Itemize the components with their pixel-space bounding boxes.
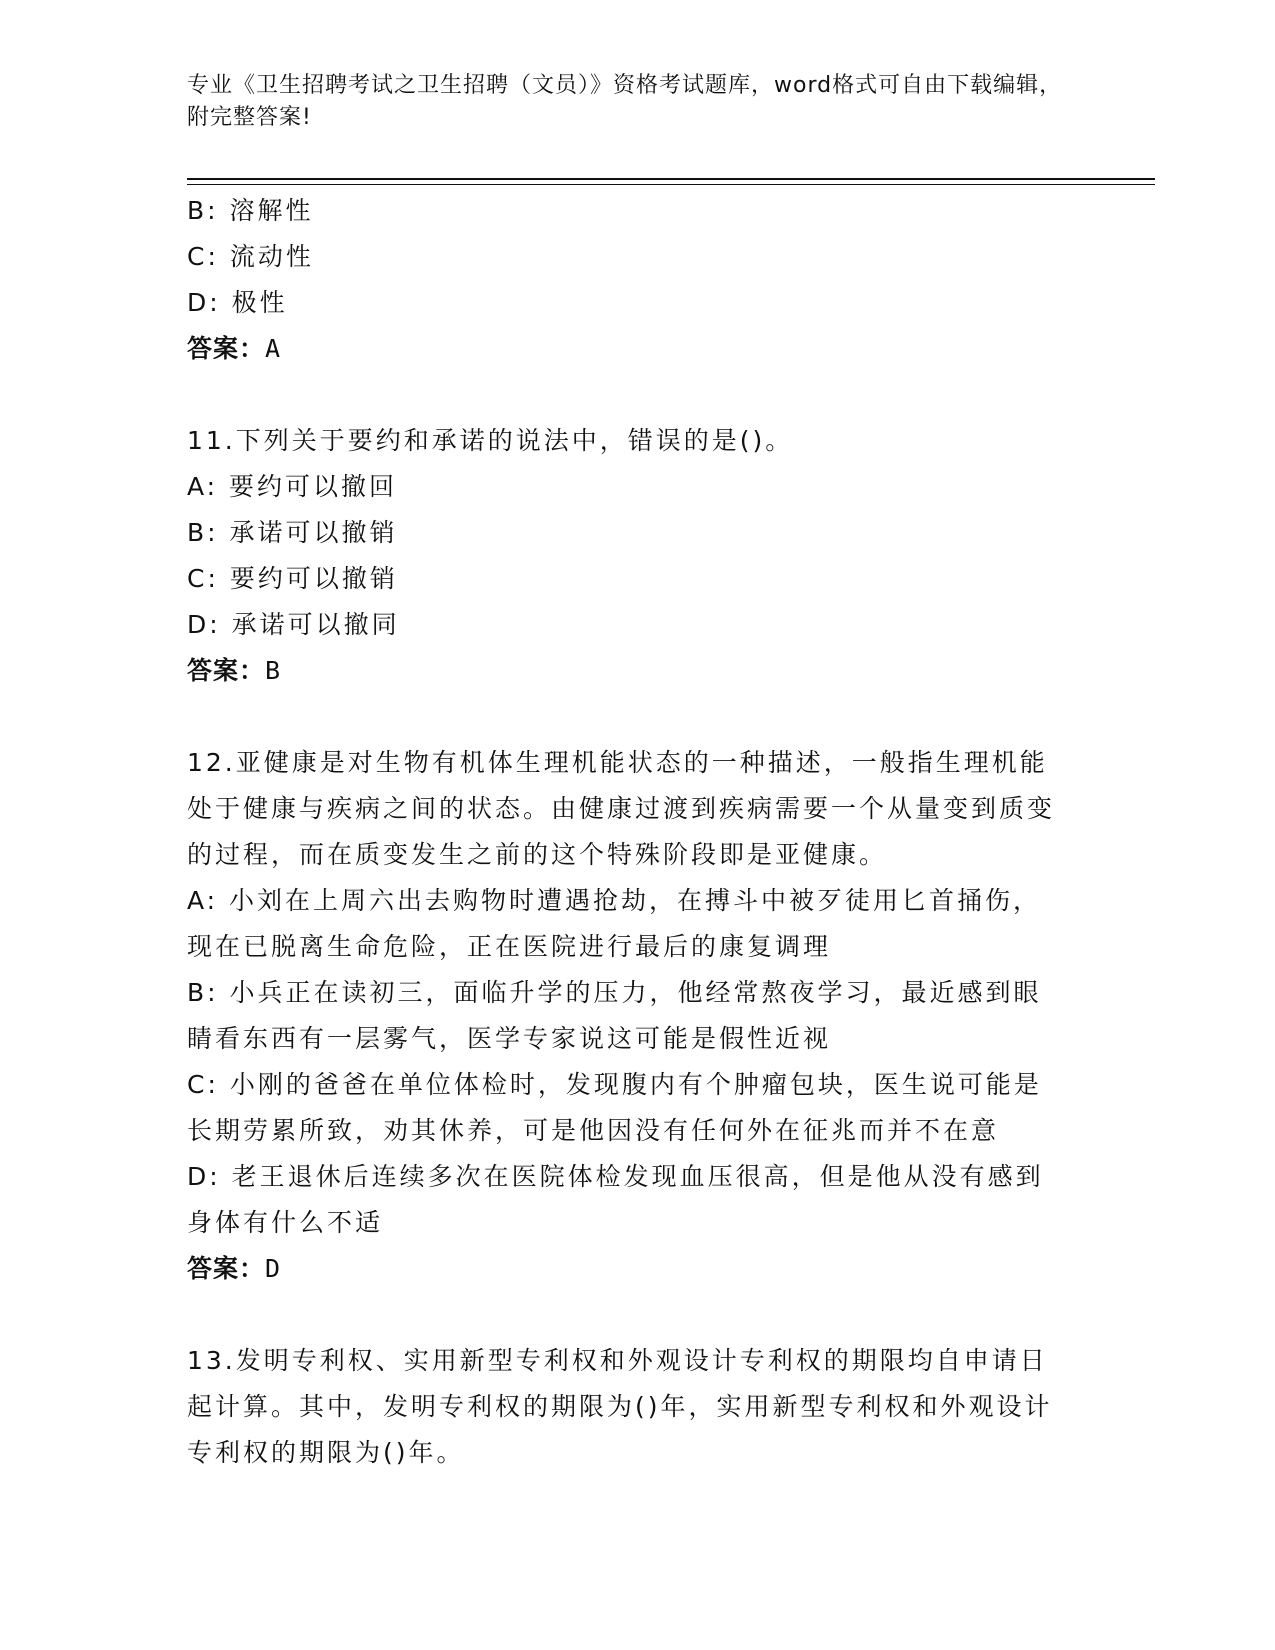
question-stem: 11.下列关于要约和承诺的说法中，错误的是()。 — [187, 426, 794, 455]
header-divider — [187, 178, 1155, 185]
answer-value: B — [265, 656, 282, 685]
answer-line — [187, 648, 1087, 694]
document-page — [187, 70, 1147, 1467]
option-b: B: 溶解性 — [187, 196, 314, 225]
option-b: B: 小兵正在读初三，面临升学的压力，他经常熬夜学习，最近感到眼睛看东西有一层雾气，医学专家说这可能是假性近视 — [187, 978, 1042, 1053]
answer-value: A — [265, 334, 282, 363]
option-a: A: 要约可以撤回 — [187, 472, 398, 501]
option-c: C: 流动性 — [187, 242, 314, 271]
question-12 — [187, 740, 1087, 1292]
option-b: B: 承诺可以撤销 — [187, 518, 398, 547]
answer-line — [187, 326, 1087, 372]
question-11 — [187, 418, 1087, 694]
answer-label: 答案： — [187, 656, 266, 685]
option-a: A: 小刘在上周六出去购物时遭遇抢劫，在搏斗中被歹徒用匕首捅伤，现在已脱离生命危险，正在医院进行最后的康复调理 — [187, 886, 1042, 961]
question-stem: 12.亚健康是对生物有机体生理机能状态的一种描述，一般指生理机能处于健康与疾病之间的状态。由健康过渡到疾病需要一个从量变到质变的过程，而在质变发生之前的这个特殊阶段即是亚健康。 — [187, 748, 1056, 869]
previous-question-tail — [187, 188, 1087, 372]
option-c: C: 小刚的爸爸在单位体检时，发现腹内有个肿瘤包块，医生说可能是长期劳累所致，劝其休养，可是他因没有任何外在征兆而并不在意 — [187, 1070, 1042, 1145]
option-d: D: 老王退休后连续多次在医院体检发现血压很高，但是他从没有感到身体有什么不适 — [187, 1162, 1044, 1237]
answer-line — [187, 1246, 1087, 1292]
answer-label: 答案： — [187, 334, 266, 363]
document-body — [187, 188, 1087, 1476]
option-d: D: 承诺可以撤同 — [187, 610, 400, 639]
document-header: 专业《卫生招聘考试之卫生招聘（文员）》资格考试题库，word格式可自由下载编辑，附完整答案! — [187, 73, 1063, 130]
option-c: C: 要约可以撤销 — [187, 564, 398, 593]
question-13 — [187, 1338, 1087, 1476]
answer-label: 答案： — [187, 1254, 266, 1283]
answer-value: D — [265, 1254, 282, 1283]
option-d: D: 极性 — [187, 288, 288, 317]
question-stem: 13.发明专利权、实用新型专利权和外观设计专利权的期限均自申请日起计算。其中，发明专利权的期限为()年，实用新型专利权和外观设计专利权的期限为()年。 — [187, 1346, 1053, 1467]
